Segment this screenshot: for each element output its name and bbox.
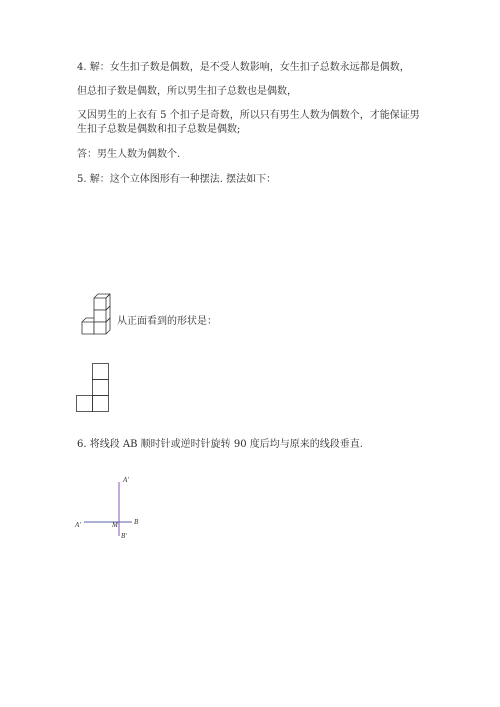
q4-line-1: 4. 解：女生扣子数是偶数，是不受人数影响，女生扣子总数永远都是偶数， (77, 62, 410, 73)
q5-front-view-caption: 从正面看到的形状是： (117, 316, 217, 327)
q5-line-1: 5. 解：这个立体图形有一种摆法. 摆法如下： (77, 174, 277, 185)
q4-answer: 答：男生人数为偶数个. (77, 149, 181, 160)
q4-line-2: 但总扣子数是偶数，所以男生扣子总数也是偶数， (77, 86, 297, 97)
q4-line-3: 又因男生的上衣有 5 个扣子是奇数，所以只有男生人数为偶数个，才能保证男 (77, 110, 420, 121)
label-b-prime: B' (121, 532, 127, 540)
label-a-prime: A' (123, 476, 129, 484)
q6-line-1: 6. 将线段 AB 顺时针或逆时针旋转 90 度后均与原来的线段垂直. (77, 439, 363, 450)
front-view-figure (76, 360, 112, 414)
label-m: M (112, 521, 118, 529)
q4-line-4: 生扣子总数是偶数和扣子总数是偶数; (77, 124, 241, 135)
cube-stack-figure (76, 290, 116, 342)
label-a: A' (75, 521, 81, 529)
label-b: B (134, 518, 139, 526)
rotation-figure (74, 474, 154, 544)
